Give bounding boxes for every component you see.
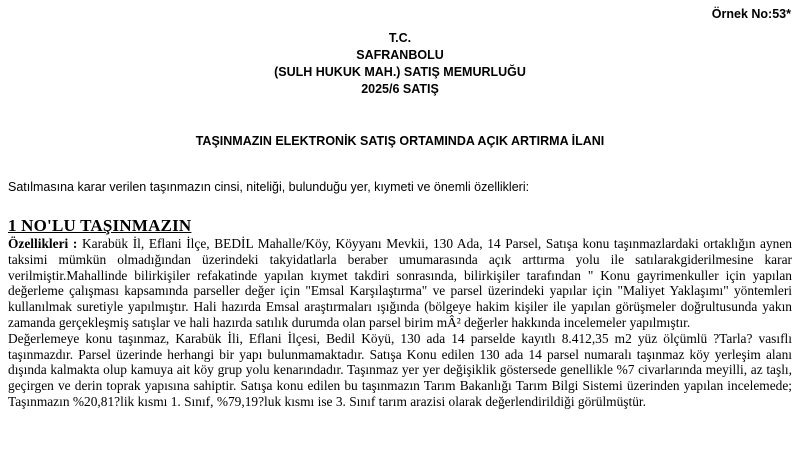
intro-text: Satılmasına karar verilen taşınmazın cinsi, niteliği, bulunduğu yer, kıymeti ve önemli özellikleri: bbox=[8, 180, 530, 194]
description-paragraph-1 bbox=[8, 236, 792, 331]
features-label: Özellikleri : bbox=[8, 236, 78, 251]
property-description bbox=[8, 236, 792, 410]
header-line-tc: T.C. bbox=[388, 31, 412, 45]
property-heading: 1 NO'LU TAŞINMAZIN bbox=[8, 216, 192, 235]
announcement-title: TAŞINMAZIN ELEKTRONİK SATIŞ ORTAMINDA AÇIK ARTIRMA İLANI bbox=[195, 134, 605, 148]
description-paragraph-2: Değerlemeye konu taşınmaz, Karabük İli, Eflani İlçesi, Bedil Köyü, 130 ada 14 parselde kayıtlı 8.412,35 m2 yüz ölçümlü ?Tarla? vasıflı taşınmazdır. Parsel üzerinde herhangi bir yapı bulunmamaktadır. Satışa Konu edilen 130 ada 14 parsel numaralı taşınmaz köy yerleşim alanı dışında kalmakta olup kamuya ait köy grup yolu kenarındadır. Taşınmaz yer yer değişiklik göstersede genellikle %7 civarlarında meyilli, az taşlı, geçirgen ve derin toprak yapısına sahiptir. Satışa konu edilen bu taşınmazın Tarım Bakanlığı Tarım Bilgi Sistemi üzerinden yapılan incelemede; Taşınmazın %20,81?lik kısmı 1. Sınıf, %79,19?luk kısmı ise 3. Sınıf tarım arazisi olarak değerlendirildiği görülmüştür. bbox=[8, 330, 792, 409]
example-number: Örnek No:53* bbox=[711, 7, 791, 21]
header-line-file-number: 2025/6 SATIŞ bbox=[361, 82, 439, 96]
features-text: Karabük İl, Eflani İlçe, BEDİL Mahalle/Köy, Köyyanı Mevkii, 130 Ada, 14 Parsel, Satışa konu taşınmazlardaki ortaklığın aynen taksimi mümkün olmadığından üzerindeki takyidatlarla beraber umumarasında açık arttırma yolu ile satılarakgiderilmesine karar verilmiştir.Mahallinde bilirkişiler refakatinde yapılan kıymet takdiri sonrasında, bilirkişiler tarafından " Konu gayrimenkuller için yapılan değerleme çalışması kapsamında parseller değer için "Emsal Karşılaştırma" ve parsel üzerindeki yapılar için "Maliyet Yaklaşımı" yöntemleri kullanılmak suretiyle yapılmıştır. Hali hazırda Emsal araştırmaları ışığında (bölgeye hakim kişiler ile yapılan görüşmeler doğrultusunda yakın zamanda gerçekleşmiş satışlar ve hali hazırda satılık durumda olan parsel birim mÂ² değerler hakkında incelemeler yapılmıştır. bbox=[8, 236, 792, 330]
header-line-city: SAFRANBOLU bbox=[356, 48, 444, 62]
header-line-office: (SULH HUKUK MAH.) SATIŞ MEMURLUĞU bbox=[274, 65, 526, 79]
document-header bbox=[0, 30, 800, 98]
